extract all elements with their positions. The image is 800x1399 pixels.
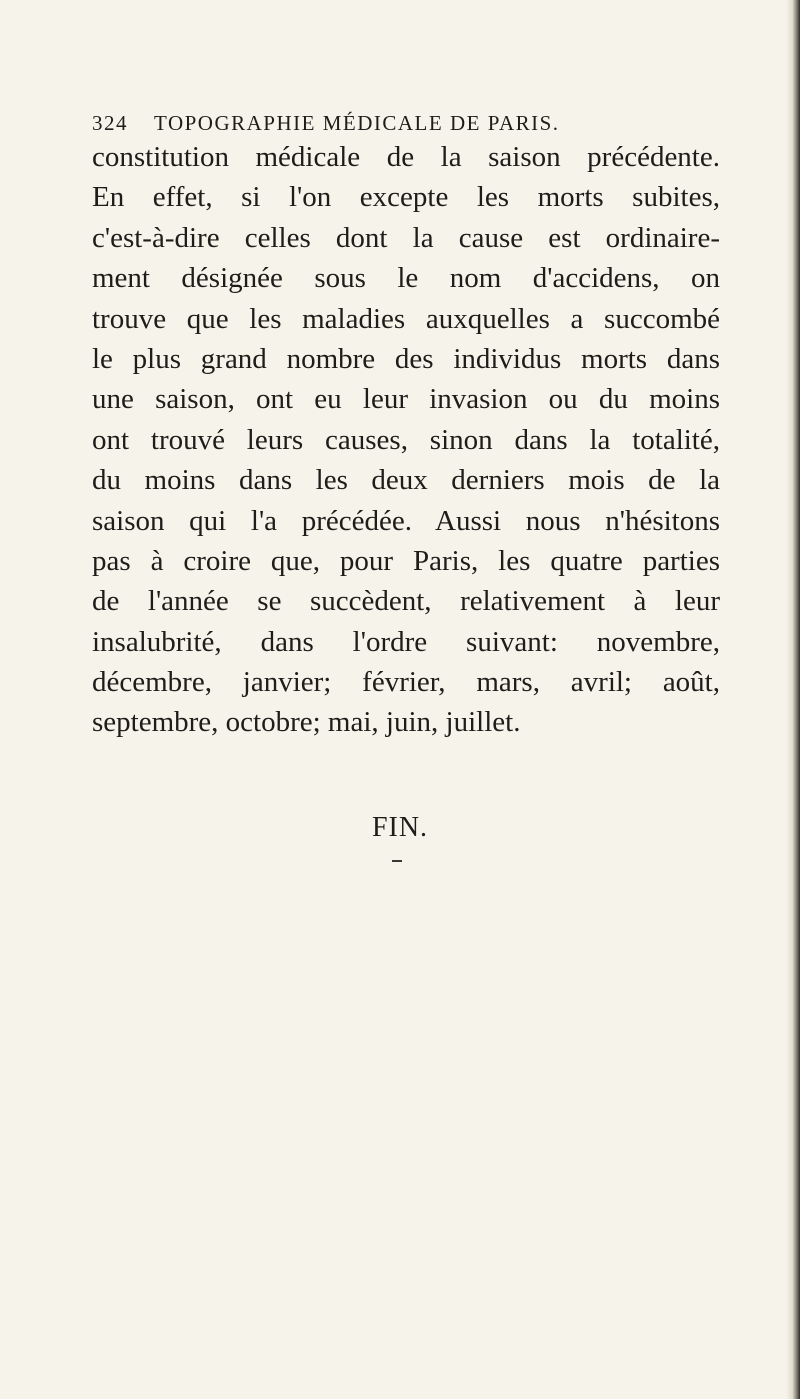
text-line: pas à croire que, pour Paris, les quatre parties — [92, 544, 720, 577]
text-line: trouve que les maladies auxquelles a succombé — [92, 302, 720, 335]
text-line: insalubrité, dans l'ordre suivant: novembre, — [92, 625, 720, 658]
text-line: c'est-à-dire celles dont la cause est ordinaire- — [92, 221, 720, 254]
text-line: du moins dans les deux derniers mois de la — [92, 464, 720, 497]
page-number: 324 — [92, 111, 128, 135]
end-rule — [392, 860, 402, 862]
text-line: En effet, si l'on excepte les morts subites, — [92, 181, 720, 214]
text-line: ment désignée sous le nom d'accidens, on — [92, 262, 720, 295]
text-line: saison qui l'a précédée. Aussi nous n'hésitons — [92, 504, 720, 537]
text-line: le plus grand nombre des individus morts dans — [92, 342, 720, 375]
text-line: de l'année se succèdent, relativement à leur — [92, 585, 720, 618]
text-line: une saison, ont eu leur invasion ou du moins — [92, 383, 720, 416]
page-edge-shadow — [786, 0, 800, 1399]
text-line-last: septembre, octobre; mai, juin, juillet. — [92, 706, 521, 739]
text-line: constitution médicale de la saison précédente. — [92, 141, 720, 173]
text-line: décembre, janvier; février, mars, avril; août, — [92, 666, 720, 699]
running-title: TOPOGRAPHIE MÉDICALE DE PARIS. — [154, 111, 560, 135]
end-marker: FIN. — [371, 812, 429, 843]
text-line: ont trouvé leurs causes, sinon dans la totalité, — [92, 423, 720, 456]
body-paragraph — [92, 137, 720, 743]
